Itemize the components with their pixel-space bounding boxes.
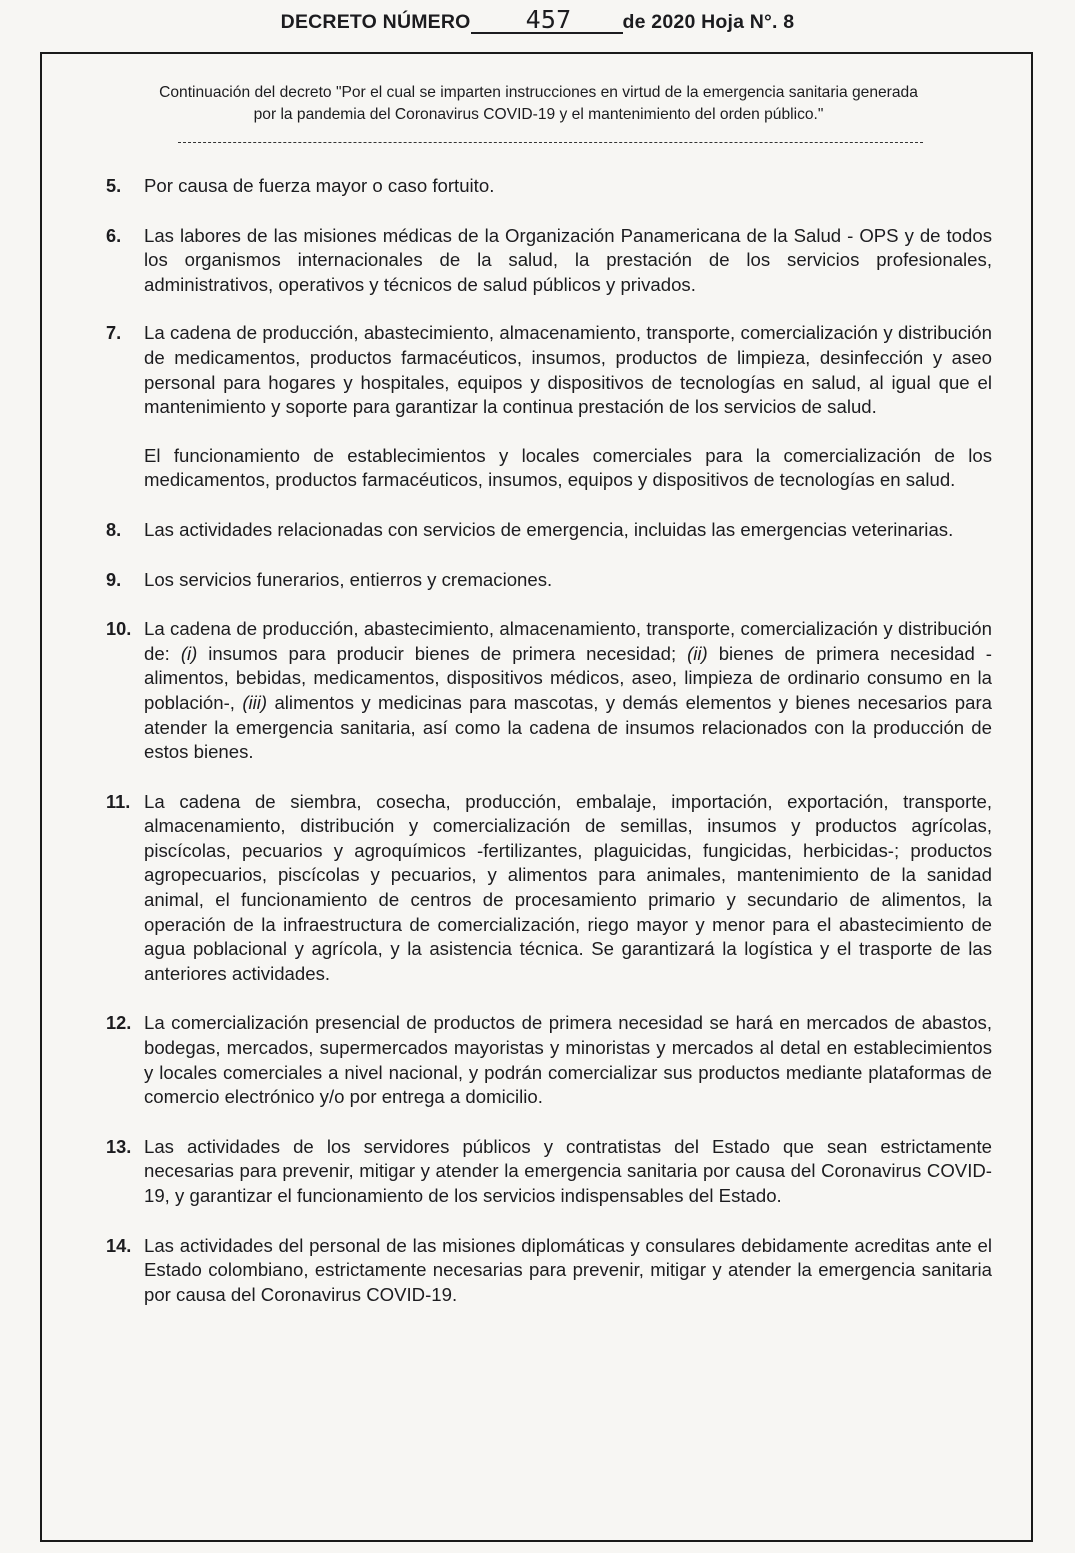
item-text [144, 790, 992, 987]
item-text [144, 617, 992, 765]
item-text [144, 1234, 992, 1308]
item-text [144, 174, 992, 199]
text-segment: bienes de primera necesidad -alimentos, bebidas, medicamentos, dispositivos médicos, aseo, limpieza de ordinario consumo en la población-, [144, 642, 992, 713]
item-number: 7. [106, 323, 122, 344]
item-paragraph: Las labores de las misiones médicas de la Organización Panamericana de la Salud - OPS y de todos los organismos internacionales de la salud, la prestación de los servicios profesionales, administrativos, operativos y técnicos de salud públicos y privados. [144, 224, 992, 295]
item-paragraph: La comercialización presencial de productos de primera necesidad se hará en mercados de abastos, bodegas, mercados, supermercados mayoristas y minoristas y mercados al detal en establecimientos y locales comerciales a nivel nacional, y podrán comercializar sus productos mediante plataformas de comercio electrónico y/o por entrega a domicilio. [144, 1012, 992, 1108]
decree-number: 457 [471, 8, 623, 34]
list-item [106, 518, 992, 543]
text-segment: insumos para producir bienes de primera necesidad; [197, 642, 688, 664]
numeral-list [106, 174, 992, 1307]
item-number: 11. [106, 791, 131, 812]
dashed-separator [178, 142, 923, 143]
decree-year-page: de 2020 Hoja N°. 8 [622, 11, 795, 33]
document-frame [40, 52, 1033, 1542]
item-text [144, 321, 992, 493]
list-item [106, 1135, 992, 1209]
item-paragraph: La cadena de siembra, cosecha, producción, embalaje, importación, exportación, transporte, almacenamiento, distribución y comercialización de semillas, insumos y productos agrícolas, piscícolas, pecuarios y agroquímicos -fertilizantes, plaguicidas, fungicidas, herbicidas-; productos agropecuarios, piscícolas y pecuarios, y alimentos para animales, mantenimiento de la sanidad animal, el funcionamiento de centros de procesamiento primario y secundario de alimentos, la operación de la infraestructura de comercialización, riego mayor y menor para el abastecimiento de agua poblacional y agrícola, y la asistencia técnica. Se garantizará la logística y el trasporte de las anteriores actividades. [144, 790, 992, 984]
item-number: 13. [106, 1136, 132, 1157]
item-paragraph: Las actividades de los servidores públicos y contratistas del Estado que sean estrictamente necesarias para prevenir, mitigar y atender la emergencia sanitaria por causa del Coronavirus COVID-19, y garantizar el funcionamiento de los servicios indispensables del Estado. [144, 1135, 992, 1206]
item-number: 10. [106, 619, 132, 640]
list-item [106, 224, 992, 298]
item-paragraph: Los servicios funerarios, entierros y cremaciones. [144, 568, 553, 590]
item-paragraph: Por causa de fuerza mayor o caso fortuito. [144, 175, 495, 196]
item-text [144, 224, 992, 298]
list-item [106, 321, 992, 493]
item-text [144, 568, 992, 593]
roman-numeral-i: (i) [180, 642, 198, 664]
item-number: 12. [106, 1013, 132, 1034]
item-number: 5. [106, 176, 122, 196]
item-paragraph [144, 617, 992, 765]
list-item [106, 790, 992, 987]
continuation-line-1: Continuación del decreto "Por el cual se imparten instrucciones en virtud de la emergencia sanitaria generada [159, 84, 918, 101]
item-paragraph: La cadena de producción, abastecimiento, almacenamiento, transporte, comercialización y distribución de medicamentos, productos farmacéuticos, insumos, productos de limpieza, desinfección y aseo personal para hogares y hospitales, equipos y dispositivos de tecnologías en salud, al igual que el mantenimiento y soporte para garantizar la continua prestación de los servicios de salud. [144, 322, 992, 418]
roman-numeral-iii: (iii) [242, 691, 268, 713]
item-number: 6. [106, 225, 122, 246]
decree-label: DECRETO NÚMERO [280, 11, 471, 33]
item-text [144, 1135, 992, 1209]
item-text [144, 1011, 992, 1109]
continuation-note [72, 82, 1005, 126]
item-paragraph: El funcionamiento de establecimientos y locales comerciales para la comercialización de los medicamentos, productos farmacéuticos, insumos, equipos y dispositivos de tecnologías en salud. [144, 444, 992, 491]
list-item [106, 174, 992, 199]
roman-numeral-ii: (ii) [687, 642, 708, 664]
list-item [106, 617, 992, 765]
list-item [106, 568, 992, 593]
list-item [106, 1234, 992, 1308]
continuation-line-2: por la pandemia del Coronavirus COVID-19 y el mantenimiento del orden público." [253, 106, 824, 123]
item-paragraph: Las actividades relacionadas con servicios de emergencia, incluidas las emergencias veterinarias. [144, 518, 954, 540]
item-text [144, 518, 992, 543]
item-number: 14. [106, 1235, 132, 1256]
item-number: 8. [106, 519, 122, 540]
item-number: 9. [106, 569, 122, 590]
text-segment: La cadena de producción, abastecimiento, almacenamiento, transporte, comercialización y distribución de: [144, 618, 992, 664]
page-header [0, 5, 1075, 34]
list-item [106, 1011, 992, 1109]
text-segment: alimentos y medicinas para mascotas, y demás elementos y bienes necesarios para atender la emergencia sanitaria, así como la cadena de insumos relacionados con la producción de estos bienes. [144, 691, 992, 763]
item-paragraph: Las actividades del personal de las misiones diplomáticas y consulares debidamente acreditas ante el Estado colombiano, estrictamente necesarias para prevenir, mitigar y atender la emergencia sanitaria por causa del Coronavirus COVID-19. [144, 1234, 992, 1305]
